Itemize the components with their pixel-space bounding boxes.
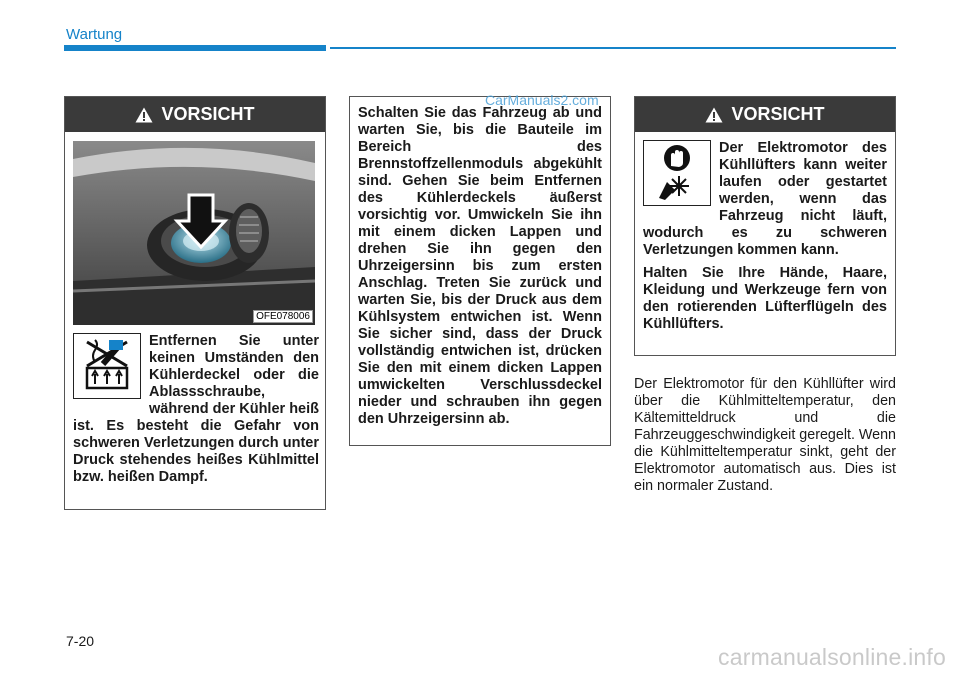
caution-text-1: Der Elektromotor des Kühllüfters kann weiter laufen oder gestartet werden, wenn das Fahrzeug nicht läuft, wodurch es zu schweren Verletzungen kommen kann. (643, 140, 887, 258)
hot-radiator-warning-icon (73, 333, 141, 399)
caution-header (65, 97, 325, 132)
page-number: 7-20 (66, 633, 95, 649)
warning-triangle-icon (135, 107, 153, 123)
radiator-cap-photo (73, 141, 315, 325)
caution-title: VORSICHT (161, 104, 255, 124)
header-rule-thin (330, 47, 896, 49)
fan-hazard-icon (643, 140, 711, 206)
watermark-bottom[interactable]: carmanualsonline.info (718, 644, 946, 670)
section-title: Wartung (66, 26, 123, 43)
stop-hand-fan-icon (649, 144, 705, 202)
caution-text-2: Halten Sie Ihre Hände, Haare, Kleidung und Werkzeuge fern von den rotierenden Lüfterflügeln des Kühllüfters. (643, 265, 887, 332)
caution-text: Entfernen Sie unter keinen Umständen den Kühlerdeckel oder die Ablassschraube, während der Kühler heiß ist. Es besteht die Gefahr von schweren Verletzungen durch unter Druck stehendes heißes Kühlmittel bzw. heißen Dampf. (73, 333, 319, 485)
warning-triangle-icon (705, 107, 723, 123)
caution-box-middle (349, 96, 611, 446)
caution-box-right (634, 96, 896, 356)
body-paragraph: Der Elektromotor für den Kühllüfter wird über die Kühlmitteltemperatur, den Kältemitteldruck und die Fahrzeuggeschwindigkeit geregelt. Wenn die Kühlmitteltemperatur sinkt, geht der Elektromotor automatisch aus. Dies ist ein normaler Zustand. (634, 376, 897, 494)
header-rule-thick (64, 45, 326, 51)
caution-title: VORSICHT (731, 104, 825, 124)
photo-label: OFE078006 (253, 310, 313, 323)
no-open-hot-cap-icon (79, 338, 135, 394)
watermark-top[interactable]: CarManuals2.com (485, 92, 599, 108)
caution-text: Schalten Sie das Fahrzeug ab und warten Sie, bis die Bauteile im Bereich des Brennstoffzellenmoduls abgekühlt sind. Gehen Sie beim Entfernen des Kühlerdeckels äußerst vorsichtig vor. Umwickeln Sie ihn mit einem dicken Lappen und drehen Sie ihn gegen den Uhrzeigersinn bis zum ersten Anschlag. Treten Sie zurück und warten Sie, bis der Druck aus dem Kühlsystem entwichen ist. Wenn Sie sicher sind, dass der Druck vollständig entwichen ist, drücken Sie den mit einem dicken Lappen umwickelten Verschlussdeckel nieder und schrauben ihn gegen den Uhrzeigersinn ab. (358, 105, 602, 427)
caution-header (635, 97, 895, 132)
caution-box-left (64, 96, 326, 510)
radiator-cap-image (73, 141, 315, 325)
